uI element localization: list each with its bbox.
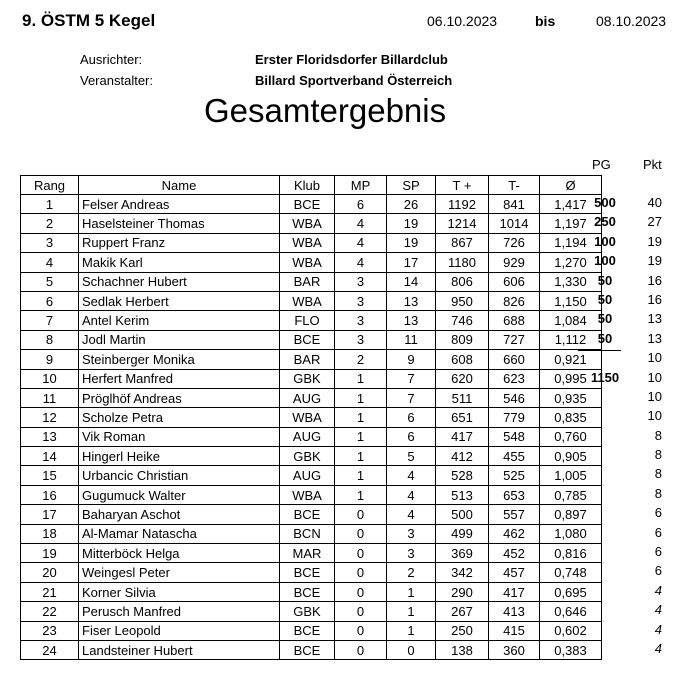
cell-mp: 0 — [335, 524, 387, 543]
cell-klub: WBA — [280, 485, 335, 504]
table-row — [21, 582, 602, 601]
cell-mp: 4 — [335, 233, 387, 252]
cell-name: Felser Andreas — [79, 195, 280, 214]
pg-value: 50 — [597, 291, 613, 307]
cell-klub: GBK — [280, 369, 335, 388]
cell-klub: BCE — [280, 563, 335, 582]
cell-mp: 0 — [335, 582, 387, 601]
cell-t-minus: 623 — [489, 369, 540, 388]
cell-average: 0,760 — [540, 427, 602, 446]
page-title: 9. ÖSTM 5 Kegel — [22, 11, 156, 30]
cell-klub: WBA — [280, 291, 335, 310]
date-to: 08.10.2023 — [596, 13, 667, 29]
cell-t-plus: 500 — [436, 505, 489, 524]
cell-klub: BCE — [280, 640, 335, 659]
pkt-value: 19 — [647, 233, 662, 249]
cell-mp: 1 — [335, 466, 387, 485]
pkt-value: 13 — [647, 330, 662, 346]
cell-t-plus: 867 — [436, 233, 489, 252]
cell-rang: 13 — [21, 427, 79, 446]
pkt-value: 6 — [654, 563, 662, 579]
cell-mp: 0 — [335, 621, 387, 640]
cell-name: Makik Karl — [79, 253, 280, 272]
cell-t-plus: 1180 — [436, 253, 489, 272]
cell-klub: BCE — [280, 505, 335, 524]
table-row — [21, 195, 602, 214]
pkt-value: 4 — [654, 602, 662, 618]
table-row — [21, 447, 602, 466]
cell-average: 1,080 — [540, 524, 602, 543]
cell-rang: 4 — [21, 253, 79, 272]
cell-rang: 15 — [21, 466, 79, 485]
cell-t-plus: 412 — [436, 447, 489, 466]
cell-name: Landsteiner Hubert — [79, 640, 280, 659]
cell-rang: 8 — [21, 330, 79, 349]
cell-name: Vik Roman — [79, 427, 280, 446]
cell-average: 1,330 — [540, 272, 602, 291]
table-row — [21, 330, 602, 349]
cell-average: 0,748 — [540, 563, 602, 582]
pkt-value: 10 — [647, 408, 662, 424]
pkt-value: 16 — [647, 272, 662, 288]
pkt-value: 10 — [647, 350, 662, 366]
pkt-value: 8 — [654, 466, 662, 482]
cell-sp: 1 — [387, 602, 436, 621]
cell-rang: 5 — [21, 272, 79, 291]
cell-t-plus: 1214 — [436, 214, 489, 233]
date-separator: bis — [535, 13, 556, 29]
cell-mp: 2 — [335, 350, 387, 369]
veranstalter-value: Billard Sportverband Österreich — [255, 73, 453, 88]
veranstalter-label: Veranstalter: — [80, 73, 153, 88]
cell-average: 0,602 — [540, 621, 602, 640]
cell-sp: 0 — [387, 640, 436, 659]
cell-rang: 10 — [21, 369, 79, 388]
cell-name: Mitterböck Helga — [79, 544, 280, 563]
cell-mp: 6 — [335, 195, 387, 214]
cell-name: Sedlak Herbert — [79, 291, 280, 310]
cell-average: 0,695 — [540, 582, 602, 601]
cell-average: 1,084 — [540, 311, 602, 330]
cell-mp: 1 — [335, 369, 387, 388]
cell-t-plus: 250 — [436, 621, 489, 640]
cell-average: 1,112 — [540, 330, 602, 349]
cell-t-plus: 513 — [436, 485, 489, 504]
cell-name: Urbancic Christian — [79, 466, 280, 485]
cell-t-minus: 660 — [489, 350, 540, 369]
cell-average: 0,785 — [540, 485, 602, 504]
cell-average: 0,995 — [540, 369, 602, 388]
cell-sp: 9 — [387, 350, 436, 369]
cell-klub: FLO — [280, 311, 335, 330]
cell-average: 0,646 — [540, 602, 602, 621]
cell-mp: 1 — [335, 408, 387, 427]
cell-t-minus: 548 — [489, 427, 540, 446]
date-from: 06.10.2023 — [427, 13, 498, 29]
cell-rang: 14 — [21, 447, 79, 466]
cell-mp: 3 — [335, 291, 387, 310]
pg-value: 500 — [594, 195, 616, 210]
cell-average: 1,005 — [540, 466, 602, 485]
table-row — [21, 427, 602, 446]
cell-t-minus: 417 — [489, 582, 540, 601]
table-row — [21, 563, 602, 582]
cell-klub: BAR — [280, 350, 335, 369]
cell-t-minus: 415 — [489, 621, 540, 640]
cell-sp: 6 — [387, 408, 436, 427]
cell-average: 0,835 — [540, 408, 602, 427]
cell-t-minus: 726 — [489, 233, 540, 252]
cell-sp: 4 — [387, 466, 436, 485]
cell-rang: 12 — [21, 408, 79, 427]
cell-t-minus: 779 — [489, 408, 540, 427]
cell-t-plus: 806 — [436, 272, 489, 291]
cell-rang: 16 — [21, 485, 79, 504]
results-table — [20, 175, 602, 660]
cell-average: 0,921 — [540, 350, 602, 369]
cell-name: Pröglhöf Andreas — [79, 388, 280, 407]
cell-mp: 4 — [335, 253, 387, 272]
cell-klub: AUG — [280, 388, 335, 407]
cell-klub: GBK — [280, 447, 335, 466]
cell-t-plus: 342 — [436, 563, 489, 582]
cell-name: Al-Mamar Natascha — [79, 524, 280, 543]
table-row — [21, 369, 602, 388]
cell-klub: WBA — [280, 233, 335, 252]
cell-name: Haselsteiner Thomas — [79, 214, 280, 233]
pkt-value: 4 — [654, 640, 662, 656]
cell-t-minus: 688 — [489, 311, 540, 330]
cell-t-minus: 929 — [489, 253, 540, 272]
cell-sp: 19 — [387, 233, 436, 252]
results-heading: Gesamtergebnis — [204, 92, 447, 129]
cell-sp: 4 — [387, 485, 436, 504]
cell-mp: 0 — [335, 544, 387, 563]
pg-value: 100 — [594, 233, 616, 249]
cell-mp: 0 — [335, 505, 387, 524]
cell-name: Hingerl Heike — [79, 447, 280, 466]
cell-t-minus: 452 — [489, 544, 540, 563]
cell-klub: AUG — [280, 466, 335, 485]
cell-name: Gugumuck Walter — [79, 485, 280, 504]
cell-t-minus: 525 — [489, 466, 540, 485]
column-header-t-minus: T- — [489, 176, 540, 195]
cell-klub: WBA — [280, 214, 335, 233]
cell-sp: 7 — [387, 388, 436, 407]
cell-rang: 1 — [21, 195, 79, 214]
cell-sp: 1 — [387, 582, 436, 601]
ausrichter-label: Ausrichter: — [80, 52, 143, 67]
cell-mp: 1 — [335, 485, 387, 504]
cell-klub: BCE — [280, 621, 335, 640]
cell-t-minus: 1014 — [489, 214, 540, 233]
cell-t-plus: 267 — [436, 602, 489, 621]
cell-t-minus: 457 — [489, 563, 540, 582]
cell-sp: 3 — [387, 544, 436, 563]
table-row — [21, 466, 602, 485]
cell-t-minus: 455 — [489, 447, 540, 466]
table-row — [21, 544, 602, 563]
cell-t-minus: 826 — [489, 291, 540, 310]
cell-t-plus: 499 — [436, 524, 489, 543]
pkt-value: 16 — [647, 291, 662, 307]
cell-name: Weingesl Peter — [79, 563, 280, 582]
cell-average: 0,897 — [540, 505, 602, 524]
table-row — [21, 485, 602, 504]
cell-mp: 0 — [335, 563, 387, 582]
cell-t-plus: 620 — [436, 369, 489, 388]
cell-rang: 17 — [21, 505, 79, 524]
cell-t-plus: 138 — [436, 640, 489, 659]
cell-t-minus: 653 — [489, 485, 540, 504]
cell-t-minus: 606 — [489, 272, 540, 291]
cell-sp: 11 — [387, 330, 436, 349]
pkt-value: 10 — [647, 388, 662, 404]
cell-average: 1,417 — [540, 195, 602, 214]
cell-mp: 3 — [335, 311, 387, 330]
cell-sp: 19 — [387, 214, 436, 233]
cell-t-minus: 557 — [489, 505, 540, 524]
cell-klub: BAR — [280, 272, 335, 291]
pkt-value: 19 — [647, 253, 662, 269]
cell-mp: 0 — [335, 602, 387, 621]
cell-t-plus: 651 — [436, 408, 489, 427]
cell-average: 0,383 — [540, 640, 602, 659]
cell-rang: 3 — [21, 233, 79, 252]
cell-sp: 13 — [387, 291, 436, 310]
pg-column-header: PG — [592, 157, 611, 172]
cell-sp: 5 — [387, 447, 436, 466]
cell-mp: 1 — [335, 447, 387, 466]
results-body — [21, 195, 602, 660]
cell-average: 0,935 — [540, 388, 602, 407]
table-row — [21, 291, 602, 310]
cell-t-plus: 950 — [436, 291, 489, 310]
cell-klub: MAR — [280, 544, 335, 563]
cell-t-plus: 809 — [436, 330, 489, 349]
pg-value: 50 — [597, 330, 613, 346]
cell-t-plus: 1192 — [436, 195, 489, 214]
column-header-t-plus: T + — [436, 176, 489, 195]
cell-klub: BCE — [280, 330, 335, 349]
column-header-sp: SP — [387, 176, 436, 195]
cell-klub: AUG — [280, 427, 335, 446]
column-header-name: Name — [79, 176, 280, 195]
cell-t-plus: 528 — [436, 466, 489, 485]
cell-sp: 1 — [387, 621, 436, 640]
cell-t-plus: 290 — [436, 582, 489, 601]
cell-rang: 23 — [21, 621, 79, 640]
pg-value: 50 — [597, 311, 613, 327]
cell-rang: 21 — [21, 582, 79, 601]
cell-rang: 18 — [21, 524, 79, 543]
cell-mp: 3 — [335, 272, 387, 291]
cell-t-minus: 546 — [489, 388, 540, 407]
table-row — [21, 214, 602, 233]
cell-t-minus: 413 — [489, 602, 540, 621]
table-row — [21, 233, 602, 252]
cell-name: Ruppert Franz — [79, 233, 280, 252]
table-row — [21, 253, 602, 272]
cell-name: Korner Silvia — [79, 582, 280, 601]
cell-rang: 19 — [21, 544, 79, 563]
pkt-value: 13 — [647, 311, 662, 327]
column-header-klub: Klub — [280, 176, 335, 195]
cell-mp: 0 — [335, 640, 387, 659]
column-header-average: Ø — [540, 176, 602, 195]
pg-value: 100 — [594, 253, 616, 269]
pg-divider — [578, 350, 621, 351]
cell-name: Steinberger Monika — [79, 350, 280, 369]
table-row — [21, 408, 602, 427]
cell-t-plus: 608 — [436, 350, 489, 369]
cell-rang: 2 — [21, 214, 79, 233]
cell-sp: 2 — [387, 563, 436, 582]
table-row — [21, 524, 602, 543]
pkt-value: 6 — [654, 505, 662, 521]
cell-sp: 6 — [387, 427, 436, 446]
table-row — [21, 602, 602, 621]
cell-t-minus: 462 — [489, 524, 540, 543]
cell-sp: 4 — [387, 505, 436, 524]
pkt-value: 4 — [654, 582, 662, 598]
pkt-value: 10 — [647, 369, 662, 385]
cell-name: Fiser Leopold — [79, 621, 280, 640]
column-header-rang: Rang — [21, 176, 79, 195]
cell-name: Jodl Martin — [79, 330, 280, 349]
cell-average: 1,194 — [540, 233, 602, 252]
ausrichter-value: Erster Floridsdorfer Billardclub — [255, 52, 448, 67]
cell-klub: WBA — [280, 253, 335, 272]
cell-mp: 1 — [335, 388, 387, 407]
cell-name: Antel Kerim — [79, 311, 280, 330]
cell-sp: 13 — [387, 311, 436, 330]
cell-sp: 14 — [387, 272, 436, 291]
cell-klub: BCE — [280, 582, 335, 601]
cell-mp: 4 — [335, 214, 387, 233]
cell-name: Perusch Manfred — [79, 602, 280, 621]
table-row — [21, 388, 602, 407]
cell-average: 0,816 — [540, 544, 602, 563]
cell-t-plus: 369 — [436, 544, 489, 563]
cell-t-plus: 511 — [436, 388, 489, 407]
pkt-value: 6 — [654, 524, 662, 540]
cell-name: Baharyan Aschot — [79, 505, 280, 524]
pkt-value: 8 — [654, 427, 662, 443]
cell-t-minus: 841 — [489, 195, 540, 214]
cell-mp: 3 — [335, 330, 387, 349]
cell-sp: 17 — [387, 253, 436, 272]
cell-rang: 9 — [21, 350, 79, 369]
cell-klub: GBK — [280, 602, 335, 621]
pkt-value: 8 — [654, 485, 662, 501]
cell-t-plus: 746 — [436, 311, 489, 330]
cell-sp: 26 — [387, 195, 436, 214]
cell-rang: 7 — [21, 311, 79, 330]
table-row — [21, 640, 602, 659]
cell-name: Scholze Petra — [79, 408, 280, 427]
cell-rang: 20 — [21, 563, 79, 582]
pg-value: 1150 — [590, 369, 620, 385]
cell-t-plus: 417 — [436, 427, 489, 446]
cell-rang: 22 — [21, 602, 79, 621]
pg-value: 250 — [594, 214, 616, 230]
cell-t-minus: 727 — [489, 330, 540, 349]
pkt-value: 40 — [647, 195, 662, 210]
cell-rang: 6 — [21, 291, 79, 310]
cell-average: 1,150 — [540, 291, 602, 310]
pkt-value: 6 — [654, 544, 662, 560]
cell-mp: 1 — [335, 427, 387, 446]
pg-value: 50 — [597, 272, 613, 288]
pkt-value: 8 — [654, 447, 662, 463]
cell-rang: 24 — [21, 640, 79, 659]
table-header-row — [21, 176, 602, 195]
cell-sp: 3 — [387, 524, 436, 543]
cell-average: 1,270 — [540, 253, 602, 272]
cell-rang: 11 — [21, 388, 79, 407]
cell-sp: 7 — [387, 369, 436, 388]
cell-average: 0,905 — [540, 447, 602, 466]
cell-t-minus: 360 — [489, 640, 540, 659]
cell-klub: WBA — [280, 408, 335, 427]
table-row — [21, 505, 602, 524]
column-header-mp: MP — [335, 176, 387, 195]
pkt-value: 27 — [647, 214, 662, 230]
table-row — [21, 621, 602, 640]
cell-klub: BCE — [280, 195, 335, 214]
cell-average: 1,197 — [540, 214, 602, 233]
table-row — [21, 350, 602, 369]
table-row — [21, 311, 602, 330]
table-row — [21, 272, 602, 291]
pkt-column-header: Pkt — [643, 157, 662, 172]
cell-name: Herfert Manfred — [79, 369, 280, 388]
cell-klub: BCN — [280, 524, 335, 543]
cell-name: Schachner Hubert — [79, 272, 280, 291]
pkt-value: 4 — [654, 621, 662, 637]
